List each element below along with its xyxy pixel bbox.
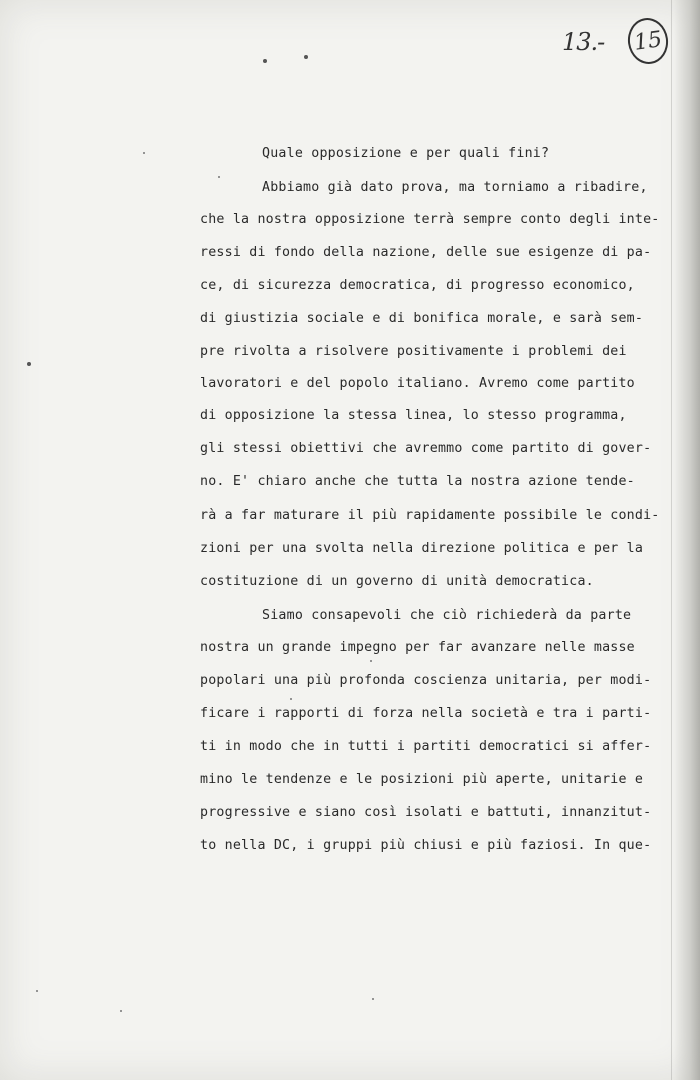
circled-page-number [625, 15, 671, 66]
text-line: pre rivolta a risolvere positivamente i problemi dei [200, 344, 627, 359]
text-line: zioni per una svolta nella direzione politica e per la [200, 541, 644, 556]
text-line: popolari una più profonda coscienza unitaria, per modi- [200, 673, 652, 688]
ink-dot [263, 59, 267, 63]
ink-speck [218, 176, 220, 178]
text-line: ce, di sicurezza democratica, di progresso economico, [200, 278, 635, 293]
text-line: ressi di fondo della nazione, delle sue esigenze di pa- [200, 245, 652, 260]
handwritten-page-number: 13.- [562, 28, 605, 56]
ink-dot [304, 55, 308, 59]
text-line: Siamo consapevoli che ciò richiederà da parte [262, 608, 632, 623]
ink-speck [370, 660, 372, 662]
text-line: costituzione di un governo di unità democratica. [200, 574, 594, 589]
ink-speck [290, 698, 292, 700]
page-right-edge [674, 0, 700, 1080]
text-line: di opposizione la stessa linea, lo stesso programma, [200, 408, 627, 423]
text-line: che la nostra opposizione terrà sempre conto degli inte- [200, 212, 660, 227]
section-title: Quale opposizione e per quali fini? [262, 146, 550, 161]
text-line: lavoratori e del popolo italiano. Avremo come partito [200, 376, 635, 391]
text-line: rà a far maturare il più rapidamente possibile le condi- [200, 508, 660, 523]
ink-dot [27, 362, 31, 366]
page-fold-line [671, 0, 672, 1080]
ink-speck [120, 1010, 122, 1012]
text-line: gli stessi obiettivi che avremmo come partito di gover- [200, 441, 652, 456]
text-line: di giustizia sociale e di bonifica morale, e sarà sem- [200, 311, 644, 326]
text-line: ficare i rapporti di forza nella società e tra i parti- [200, 706, 652, 721]
text-line: ti in modo che in tutti i partiti democratici si affer- [200, 739, 652, 754]
ink-speck [36, 990, 38, 992]
ink-speck [372, 998, 374, 1000]
text-line: no. E' chiaro anche che tutta la nostra azione tende- [200, 474, 635, 489]
text-line: to nella DC, i gruppi più chiusi e più faziosi. In que- [200, 838, 652, 853]
text-line: progressive e siano così isolati e battuti, innanzitut- [200, 805, 652, 820]
text-line: Abbiamo già dato prova, ma torniamo a ribadire, [262, 180, 648, 195]
circled-page-number-text: 15 [632, 26, 664, 56]
ink-speck [143, 152, 145, 154]
text-line: nostra un grande impegno per far avanzare nelle masse [200, 640, 635, 655]
text-line: mino le tendenze e le posizioni più aperte, unitarie e [200, 772, 644, 787]
